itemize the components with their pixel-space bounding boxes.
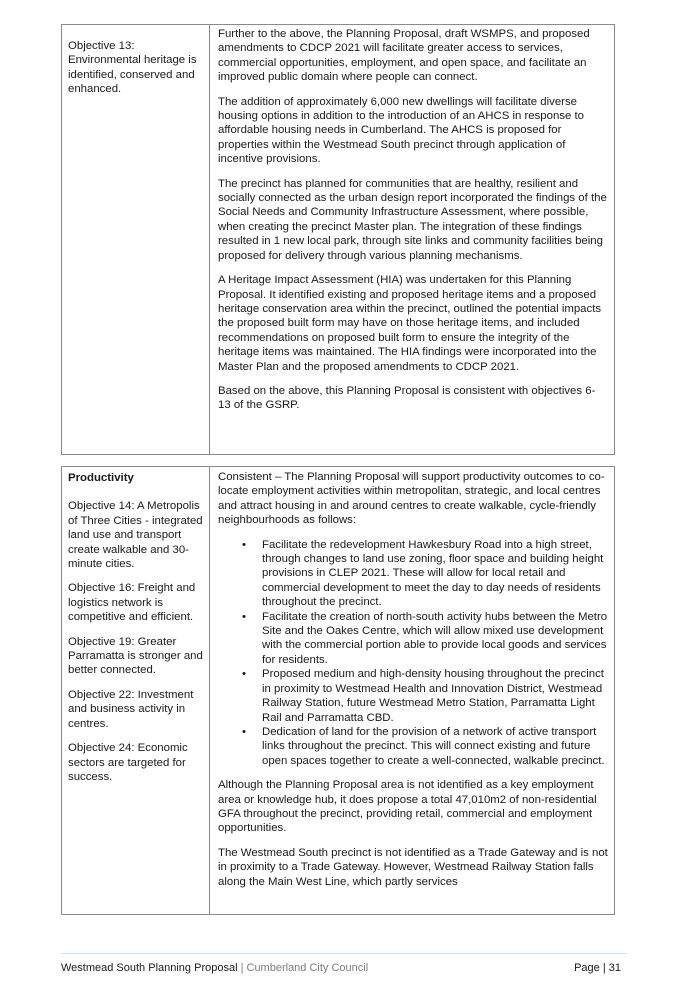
list-item-text: Facilitate the redevelopment Hawkesbury Road into a high street, through changes to land use zoning, floor space and building height provisions in CLEP 2021. These will allow for local retail and commercial development to meet the day to day needs of residents throughout the precinct. bbox=[262, 538, 604, 609]
objective-14: Objective 14: A Metropolis of Three Cities - integrated land use and transport create walkable and 30-minute cities. bbox=[68, 500, 203, 571]
section-heading: Productivity bbox=[68, 472, 134, 484]
objective-24: Objective 24: Economic sectors are targeted for success. bbox=[68, 742, 188, 783]
response-paragraph: A Heritage Impact Assessment (HIA) was undertaken for this Planning Proposal. It identified existing and proposed heritage items and a proposed heritage conservation area within the precinct, outlined the potential impacts the proposed built form may have on those heritage items, and included recommendations on proposed built form to ensure the integrity of the heritage items was maintained. The HIA findings were incorporated into the Master Plan and the proposed amendments to CDCP 2021. bbox=[218, 274, 602, 373]
bullet-icon: • bbox=[242, 610, 246, 623]
footer-divider bbox=[61, 953, 627, 954]
list-item bbox=[242, 610, 608, 668]
list-item-text: Dedication of land for the provision of a network of active transport links throughout the precinct. This will connect existing and future open spaces together to create a well-connected, walkable precinct. bbox=[262, 725, 605, 767]
objective-13: Objective 13: Environmental heritage is identified, conserved and enhanced. bbox=[68, 40, 197, 96]
footer-separator: | bbox=[240, 962, 244, 974]
response-paragraph: Based on the above, this Planning Proposal is consistent with objectives 6-13 of the GSRP. bbox=[218, 384, 596, 412]
organisation-name: Cumberland City Council bbox=[246, 962, 369, 974]
bullet-icon: • bbox=[242, 725, 246, 738]
response-paragraph: Although the Planning Proposal area is not identified as a key employment area or knowledge hub, it does propose a total 47,010m2 of non-residential GFA throughout the precinct, providing retail, commercial and employment opportunities. bbox=[218, 779, 597, 835]
bullet-icon: • bbox=[242, 668, 246, 681]
consistency-table-top bbox=[61, 24, 615, 455]
objective-cell bbox=[62, 25, 210, 454]
list-item-text: Facilitate the creation of north-south activity hubs between the Metro Site and the Oakes Centre, which will allow mixed use development with the commercial portion able to provide local goods and services for residents. bbox=[262, 610, 608, 666]
response-cell bbox=[210, 467, 614, 914]
response-paragraph: The precinct has planned for communities that are healthy, resilient and socially connected as the urban design report incorporated the findings of the Social Needs and Community Infrastructure Assessment, where possible, when creating the precinct Master plan. The integration of these findings resulted in 1 new local park, through site links and community facilities being proposed for delivery through various planning mechanisms. bbox=[218, 177, 607, 262]
list-item bbox=[242, 725, 608, 768]
page-number: Page | 31 bbox=[574, 962, 621, 974]
bullet-list bbox=[218, 538, 608, 769]
consistency-table-productivity bbox=[61, 466, 615, 915]
bullet-icon: • bbox=[242, 538, 246, 551]
response-paragraph: Further to the above, the Planning Proposal, draft WSMPS, and proposed amendments to CDCP 2021 will facilitate greater access to services, commercial opportunities, employment, and open space, and facilitate an improved public domain where people can connect. bbox=[218, 28, 590, 84]
footer-left bbox=[61, 961, 368, 975]
objective-19: Objective 19: Greater Parramatta is stronger and better connected. bbox=[68, 635, 203, 677]
response-intro: Consistent – The Planning Proposal will support productivity outcomes to co-locate employment activities within metropolitan, strategic, and local centres and attract housing in and around centres to create walkable, cycle-friendly neighbourhoods as follows: bbox=[218, 471, 605, 527]
objective-cell bbox=[62, 467, 210, 914]
list-item bbox=[242, 538, 608, 610]
response-cell bbox=[210, 25, 614, 454]
list-item bbox=[242, 667, 608, 725]
list-item-text: Proposed medium and high-density housing throughout the precinct in proximity to Westmead Health and Innovation District, Westmead Railway Station, future Westmead Metro Station, Parramatta Light Rail and Parramatta CBD. bbox=[262, 668, 604, 724]
response-paragraph: The addition of approximately 6,000 new dwellings will facilitate diverse housing options in addition to the introduction of an AHCS in response to affordable housing needs in Cumberland. The AHCS is proposed for properties within the Westmead South precinct through application of incentive provisions. bbox=[218, 95, 585, 166]
objective-22: Objective 22: Investment and business activity in centres. bbox=[68, 688, 194, 730]
document-title: Westmead South Planning Proposal bbox=[61, 962, 238, 974]
objective-16: Objective 16: Freight and logistics network is competitive and efficient. bbox=[68, 582, 196, 624]
response-paragraph: The Westmead South precinct is not identified as a Trade Gateway and is not in proximity to a Trade Gateway. However, Westmead Railway Station falls along the Main West Line, which partly services bbox=[218, 846, 608, 888]
